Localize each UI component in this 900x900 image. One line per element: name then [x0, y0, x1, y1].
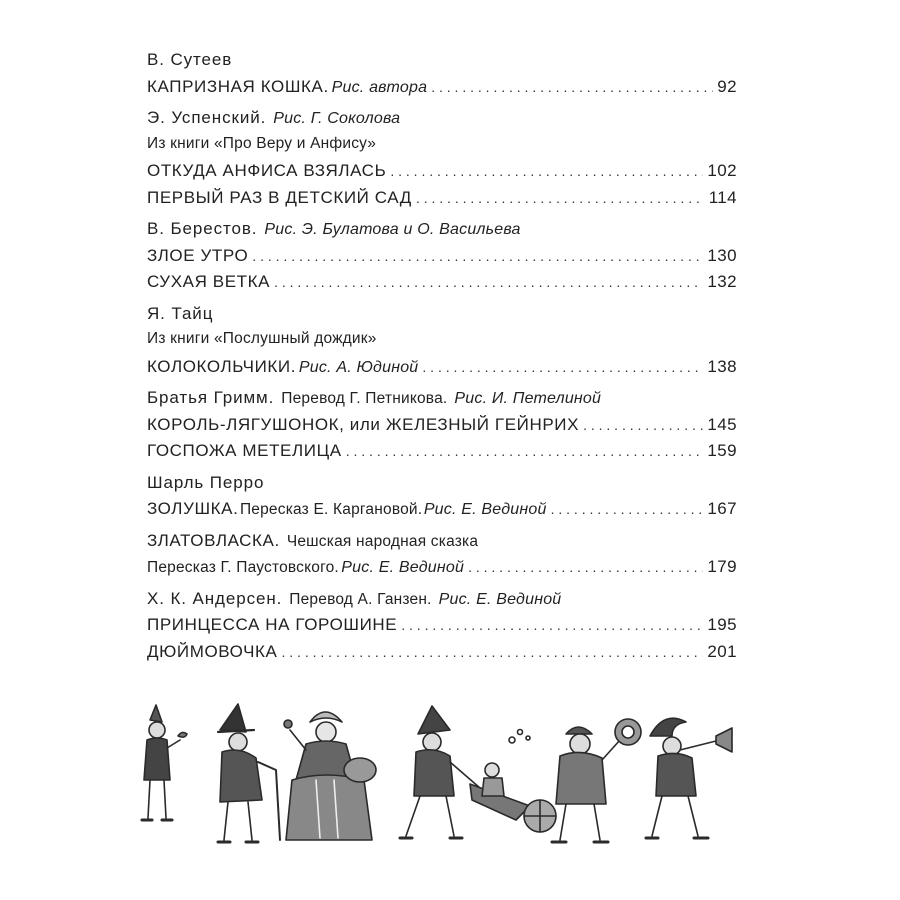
origin-note: Чешская народная сказка: [286, 532, 479, 550]
man-with-wheelbarrow-figure: [400, 706, 556, 838]
page-number: 179: [707, 557, 737, 576]
illustrator-note: Рис. А. Юдиной: [298, 358, 419, 376]
toc-entry[interactable]: [147, 441, 737, 468]
leader-dots: [401, 617, 703, 633]
page-number: 114: [708, 187, 737, 207]
illustrator-note: Рис. Е. Вединой: [341, 559, 465, 576]
toc-author-line: [147, 304, 737, 331]
page-number: 132: [707, 272, 737, 291]
leader-dots: [416, 190, 705, 206]
leader-dots: [422, 359, 703, 375]
toc-entry[interactable]: [147, 246, 737, 273]
page-number: 159: [707, 441, 737, 460]
jester-with-trumpet-figure: [646, 718, 732, 838]
toc-author-line: [147, 388, 737, 415]
retelling-note: Пересказ Г. Паустовского.: [147, 559, 339, 576]
entry-title: КОЛОКОЛЬЧИКИ.: [147, 356, 297, 376]
entry-title: КАПРИЗНАЯ КОШКА.: [147, 76, 329, 96]
illustrator-note: Рис. автора: [331, 78, 428, 96]
leader-dots: [274, 274, 703, 290]
author-name: Э. Успенский.: [147, 108, 267, 127]
toc-book-line: [147, 330, 737, 357]
entry-title: ОТКУДА АНФИСА ВЗЯЛАСЬ: [147, 161, 387, 180]
illustrator-note: Рис. Е. Вединой: [423, 501, 547, 518]
characters-procession-illustration: [120, 700, 780, 850]
entry-title: ПЕРВЫЙ РАЗ В ДЕТСКИЙ САД: [147, 187, 412, 207]
toc-author-line: [147, 219, 737, 246]
leader-dots: [346, 443, 704, 459]
entry-title: КОРОЛЬ-ЛЯГУШОНОК, или ЖЕЛЕЗНЫЙ ГЕЙНРИХ: [147, 414, 580, 434]
toc-entry[interactable]: [147, 272, 737, 299]
illustrator-note: Рис. Г. Соколова: [273, 110, 401, 127]
toc-entry[interactable]: [147, 357, 737, 384]
entry-title: ГОСПОЖА МЕТЕЛИЦА: [147, 441, 342, 460]
toc-author-line: [147, 108, 737, 135]
leader-dots: [390, 163, 703, 179]
retelling-note: Пересказ Е. Каргановой.: [239, 501, 423, 518]
author-name: В. Берестов.: [147, 219, 258, 238]
page-number: 195: [707, 615, 737, 634]
translator-note: Перевод А. Ганзен.: [289, 590, 432, 608]
illustrator-note: Рис. Э. Булатова и О. Васильева: [264, 221, 521, 238]
illustrator-note: Рис. И. Петелиной: [454, 390, 602, 407]
table-of-contents: [147, 50, 737, 668]
page-number: 145: [707, 414, 737, 434]
leader-dots: [551, 501, 704, 517]
translator-note: Перевод Г. Петникова.: [281, 390, 448, 407]
leader-dots: [468, 559, 703, 575]
author-name: Братья Гримм.: [147, 388, 275, 407]
page-number: 130: [707, 245, 737, 265]
toc-author-line: [147, 50, 737, 77]
toc-entry[interactable]: [147, 188, 737, 215]
leader-dots: [252, 248, 703, 264]
toc-entry[interactable]: [147, 615, 737, 642]
toc-book-line: [147, 135, 737, 162]
entry-title: ЗОЛУШКА.: [147, 499, 239, 518]
leader-dots: [583, 417, 703, 433]
author-name: Я. Тайц: [147, 303, 214, 323]
author-name: Х. К. Андерсен.: [147, 588, 283, 608]
toc-entry[interactable]: [147, 557, 737, 584]
old-witch-with-cane-figure: [218, 704, 280, 842]
page-number: 92: [717, 76, 737, 96]
page-number: 167: [707, 499, 737, 518]
toc-entry-heading[interactable]: [147, 531, 737, 558]
entry-title: СУХАЯ ВЕТКА: [147, 272, 271, 291]
toc-entry[interactable]: [147, 415, 737, 442]
leader-dots: [431, 79, 713, 95]
author-name: Шарль Перро: [147, 472, 265, 492]
gnome-with-bird-figure: [142, 705, 187, 820]
toc-entry[interactable]: [147, 161, 737, 188]
page-number: 138: [707, 356, 737, 376]
author-name: В. Сутеев: [147, 50, 233, 69]
woman-with-basket-figure: [284, 712, 376, 840]
toc-author-line: [147, 473, 737, 500]
entry-title: ДЮЙМОВОЧКА: [147, 641, 278, 661]
toc-entry[interactable]: [147, 499, 737, 526]
illustrator-note: Рис. Е. Вединой: [438, 590, 562, 608]
man-with-tambourine-figure: [552, 719, 641, 842]
leader-dots: [282, 644, 704, 660]
book-source: Из книги «Послушный дождик»: [147, 330, 377, 347]
book-source: Из книги «Про Веру и Анфису»: [147, 134, 377, 152]
toc-author-line: [147, 589, 737, 616]
entry-title: ПРИНЦЕССА НА ГОРОШИНЕ: [147, 615, 398, 634]
toc-entry[interactable]: [147, 77, 737, 104]
entry-title: ЗЛАТОВЛАСКА.: [147, 530, 280, 550]
page-number: 201: [707, 641, 737, 661]
page-number: 102: [707, 161, 737, 180]
toc-entry[interactable]: [147, 642, 737, 669]
entry-title: ЗЛОЕ УТРО: [147, 245, 249, 265]
